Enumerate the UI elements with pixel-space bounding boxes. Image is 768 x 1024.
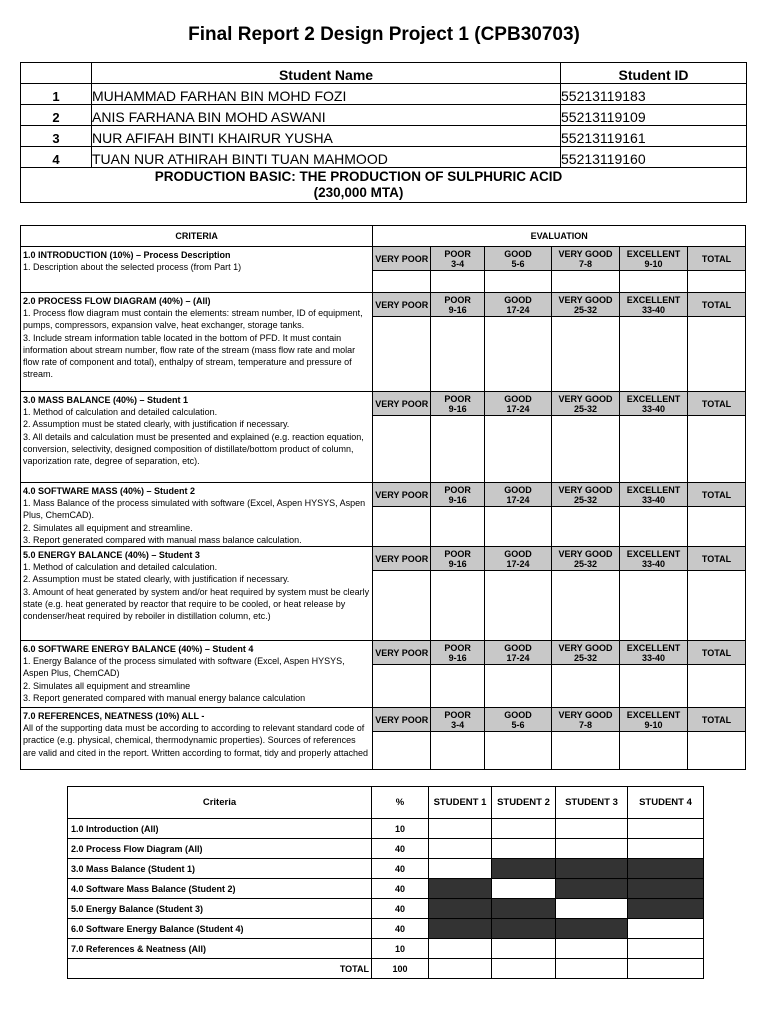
student-score-cell[interactable]: [492, 939, 556, 959]
summary-total-label: TOTAL: [68, 959, 372, 979]
summary-header-cell: STUDENT 2: [492, 787, 556, 819]
grade-label: [484, 247, 551, 271]
criterion-line: 2. Simulates all equipment and streamline.: [23, 522, 193, 533]
student-score-cell[interactable]: [492, 819, 556, 839]
grade-range: 9-16: [448, 403, 467, 414]
grade-name: VERY POOR: [375, 299, 429, 310]
score-cell[interactable]: [484, 317, 551, 392]
criterion-line: 3. Report generated compared with manual mass balance calculation.: [23, 534, 302, 545]
score-cell[interactable]: [620, 665, 688, 708]
summary-criterion: 7.0 References & Neatness (All): [68, 939, 372, 959]
shaded-cell: [429, 879, 492, 899]
score-cell[interactable]: [484, 732, 551, 770]
student-score-cell[interactable]: [556, 899, 628, 919]
criteria-header: CRITERIA: [21, 226, 373, 247]
summary-row: [68, 919, 704, 939]
grade-label: [484, 483, 551, 507]
rubric-grade-row: [21, 641, 746, 665]
criterion-heading: 1.0 INTRODUCTION (10%) – Process Description: [23, 250, 231, 260]
student-number: 1: [21, 84, 92, 105]
score-cell[interactable]: [688, 507, 746, 547]
student-score-cell[interactable]: [492, 879, 556, 899]
criterion-line: 3. All details and calculation must be presented and explained (e.g. reaction equation, conversion, selectivity, designed composition of distillate/bottom product of column, vaporization rate, degree of separation, etc).: [23, 431, 364, 467]
student-score-cell[interactable]: [628, 939, 704, 959]
grade-range: 17-24: [506, 494, 530, 505]
student-number: 3: [21, 126, 92, 147]
project-title-row: [21, 168, 747, 203]
grade-range: 17-24: [506, 304, 530, 315]
grade-range: 3-4: [451, 719, 465, 730]
shaded-cell: [429, 899, 492, 919]
summary-row: [68, 899, 704, 919]
score-cell[interactable]: [431, 665, 485, 708]
grade-label: [620, 483, 688, 507]
grade-name: POOR: [444, 709, 471, 720]
summary-header: [68, 787, 704, 819]
grade-label: [484, 708, 551, 732]
student-score-cell[interactable]: [556, 819, 628, 839]
evaluation-rubric: [20, 225, 746, 770]
summary-header-cell: STUDENT 4: [628, 787, 704, 819]
shaded-cell: [492, 899, 556, 919]
grade-label: [484, 392, 551, 416]
rubric-criterion: [21, 547, 373, 641]
summary-percent: 10: [372, 939, 429, 959]
score-cell[interactable]: [484, 416, 551, 483]
grade-name: VERY POOR: [375, 553, 429, 564]
total-label: TOTAL: [688, 708, 746, 732]
grade-name: POOR: [444, 484, 471, 495]
criterion-heading: 7.0 REFERENCES, NEATNESS (10%) ALL -: [23, 711, 205, 722]
grade-label: [551, 547, 619, 571]
grade-range: 5-6: [511, 719, 525, 730]
score-cell[interactable]: [484, 507, 551, 547]
grade-label: [620, 392, 688, 416]
score-cell[interactable]: [431, 732, 485, 770]
student-row: [21, 147, 747, 168]
score-cell[interactable]: [373, 665, 431, 708]
page-title: Final Report 2 Design Project 1 (CPB30703): [188, 24, 580, 45]
grade-label: [551, 483, 619, 507]
criterion-line: 1. Mass Balance of the process simulated with software (Excel, Aspen HYSYS, Aspen Plus, ChemCAD).: [23, 498, 366, 521]
summary-criterion: 1.0 Introduction (All): [68, 819, 372, 839]
score-cell[interactable]: [620, 507, 688, 547]
summary-row: [68, 939, 704, 959]
grade-label: [551, 247, 619, 271]
grade-range: 25-32: [573, 403, 597, 414]
grade-name: VERY GOOD: [558, 248, 613, 259]
summary-row: [68, 839, 704, 859]
summary-criterion: 5.0 Energy Balance (Student 3): [68, 899, 372, 919]
grade-range: 9-16: [448, 558, 467, 569]
rubric-criterion: [21, 392, 373, 483]
rubric-header: [21, 226, 746, 247]
rubric-grade-row: [21, 392, 746, 416]
score-cell[interactable]: [688, 416, 746, 483]
shaded-cell: [556, 859, 628, 879]
student-score-cell[interactable]: [556, 939, 628, 959]
grade-range: 9-16: [448, 304, 467, 315]
student-id: 55213119109: [561, 105, 747, 126]
grade-range: 9-10: [644, 258, 663, 269]
total-label: TOTAL: [688, 293, 746, 317]
student-row: [21, 126, 747, 147]
rubric-criterion: [21, 247, 373, 293]
summary-criterion: 6.0 Software Energy Balance (Student 4): [68, 919, 372, 939]
shaded-cell: [492, 919, 556, 939]
student-number: 4: [21, 147, 92, 168]
score-cell[interactable]: [373, 317, 431, 392]
grade-label: [431, 547, 485, 571]
summary-total-row: [68, 959, 704, 979]
grade-range: 33-40: [641, 652, 666, 663]
score-cell[interactable]: [551, 271, 619, 293]
score-cell[interactable]: [688, 271, 746, 293]
summary-percent: 40: [372, 859, 429, 879]
score-cell[interactable]: [373, 571, 431, 641]
score-cell[interactable]: [688, 732, 746, 770]
rubric-grade-row: [21, 293, 746, 317]
score-cell[interactable]: [373, 271, 431, 293]
score-cell[interactable]: [431, 317, 485, 392]
summary-criterion: 4.0 Software Mass Balance (Student 2): [68, 879, 372, 899]
score-cell[interactable]: [620, 571, 688, 641]
shaded-cell: [556, 919, 628, 939]
grade-name: EXCELLENT: [626, 248, 681, 259]
student-row: [21, 84, 747, 105]
summary-percent: 40: [372, 839, 429, 859]
summary-header-cell: Criteria: [68, 787, 372, 819]
score-cell[interactable]: [373, 416, 431, 483]
project-title: [155, 169, 563, 201]
grade-name: VERY GOOD: [558, 642, 613, 653]
summary-percent: 40: [372, 879, 429, 899]
grade-name: GOOD: [504, 709, 532, 720]
grade-label: [373, 293, 431, 317]
shaded-cell: [556, 879, 628, 899]
summary-header-cell: %: [372, 787, 429, 819]
total-label: TOTAL: [688, 641, 746, 665]
grade-label: [620, 293, 688, 317]
project-title-line1: PRODUCTION BASIC: THE PRODUCTION OF SULPHURIC ACID: [154, 169, 563, 184]
grade-range: 33-40: [641, 558, 666, 569]
grade-name: GOOD: [504, 548, 532, 559]
grade-name: VERY GOOD: [558, 709, 613, 720]
student-name-header: Student Name: [92, 63, 561, 84]
summary-row: [68, 819, 704, 839]
shaded-cell: [492, 859, 556, 879]
score-cell[interactable]: [620, 416, 688, 483]
grade-range: 7-8: [578, 719, 592, 730]
score-cell[interactable]: [620, 732, 688, 770]
grade-range: 25-32: [573, 652, 597, 663]
score-cell[interactable]: [484, 571, 551, 641]
grade-range: 25-32: [573, 494, 597, 505]
rubric-criterion: [21, 483, 373, 547]
grade-name: POOR: [444, 294, 471, 305]
grade-label: [431, 293, 485, 317]
summary-percent: 40: [372, 899, 429, 919]
rubric-criterion: [21, 708, 373, 770]
student-id: 55213119160: [561, 147, 747, 168]
student-name: ANIS FARHANA BIN MOHD ASWANI: [92, 105, 561, 126]
grade-name: EXCELLENT: [626, 642, 681, 653]
grade-range: 3-4: [451, 258, 465, 269]
student-row: [21, 105, 747, 126]
grade-range: 25-32: [573, 304, 597, 315]
student-score-cell[interactable]: [628, 919, 704, 939]
grade-label: [431, 392, 485, 416]
grade-name: VERY POOR: [375, 714, 429, 725]
student-score-cell[interactable]: [628, 819, 704, 839]
student-score-cell[interactable]: [628, 839, 704, 859]
score-cell[interactable]: [551, 571, 619, 641]
summary-row: [68, 879, 704, 899]
grade-name: GOOD: [504, 642, 532, 653]
grade-range: 33-40: [641, 494, 666, 505]
grade-range: 17-24: [506, 558, 530, 569]
grade-label: [373, 392, 431, 416]
grade-range: 33-40: [641, 403, 666, 414]
criterion-line: 1. Method of calculation and detailed calculation.: [23, 407, 218, 418]
summary-total-percent: 100: [372, 959, 429, 979]
student-total-cell[interactable]: [429, 959, 492, 979]
grade-name: POOR: [444, 548, 471, 559]
rubric-criterion: [21, 641, 373, 708]
student-id: 55213119161: [561, 126, 747, 147]
grade-label: [431, 483, 485, 507]
score-cell[interactable]: [551, 317, 619, 392]
grade-name: EXCELLENT: [626, 709, 681, 720]
score-cell[interactable]: [431, 507, 485, 547]
student-total-cell[interactable]: [628, 959, 704, 979]
grade-name: GOOD: [504, 294, 532, 305]
criterion-line: All of the supporting data must be according to according to relevant standard code of practice (e.g. physical, chemical, thermodynamic properties). Sources of references are valid and cited in the report. Written according to format, tidy and properly attached: [23, 723, 369, 758]
summary-criterion: 3.0 Mass Balance (Student 1): [68, 859, 372, 879]
student-total-cell[interactable]: [556, 959, 628, 979]
score-cell[interactable]: [551, 507, 619, 547]
score-cell[interactable]: [551, 732, 619, 770]
grade-label: [620, 247, 688, 271]
score-cell[interactable]: [688, 317, 746, 392]
student-name: MUHAMMAD FARHAN BIN MOHD FOZI: [92, 84, 561, 105]
rubric-grade-row: [21, 708, 746, 732]
grade-range: 5-6: [511, 258, 525, 269]
shaded-cell: [628, 879, 704, 899]
total-label: TOTAL: [688, 547, 746, 571]
summary-header-cell: STUDENT 1: [429, 787, 492, 819]
grade-label: [620, 547, 688, 571]
grade-name: EXCELLENT: [626, 548, 681, 559]
student-id-header: Student ID: [561, 63, 747, 84]
grade-range: 9-16: [448, 494, 467, 505]
grade-name: VERY GOOD: [558, 294, 613, 305]
summary-percent: 40: [372, 919, 429, 939]
criterion-line: 2. Assumption must be stated clearly, with justification if necessary.: [23, 574, 290, 585]
summary-header-cell: STUDENT 3: [556, 787, 628, 819]
score-cell[interactable]: [551, 416, 619, 483]
score-cell[interactable]: [431, 571, 485, 641]
rubric-grade-row: [21, 247, 746, 271]
grade-label: [484, 547, 551, 571]
grade-label: [373, 247, 431, 271]
student-score-cell[interactable]: [429, 859, 492, 879]
grade-label: [484, 293, 551, 317]
score-cell[interactable]: [688, 665, 746, 708]
grade-name: VERY POOR: [375, 253, 429, 264]
grade-range: 9-16: [448, 652, 467, 663]
grade-label: [551, 392, 619, 416]
grade-range: 17-24: [506, 403, 530, 414]
score-cell[interactable]: [484, 665, 551, 708]
grade-range: 9-10: [644, 719, 663, 730]
grade-label: [431, 641, 485, 665]
summary-row: [68, 859, 704, 879]
grade-name: VERY GOOD: [558, 548, 613, 559]
student-id: 55213119183: [561, 84, 747, 105]
student-total-cell[interactable]: [492, 959, 556, 979]
criterion-line: 1. Energy Balance of the process simulated with software (Excel, Aspen HYSYS, Aspen Plus, ChemCAD): [23, 656, 345, 679]
grade-name: POOR: [444, 248, 471, 259]
rubric-criterion: [21, 293, 373, 392]
grade-name: GOOD: [504, 393, 532, 404]
grade-label: [431, 247, 485, 271]
rubric-grade-row: [21, 547, 746, 571]
grade-name: GOOD: [504, 248, 532, 259]
grade-name: EXCELLENT: [626, 294, 681, 305]
grade-name: VERY POOR: [375, 398, 429, 409]
student-score-cell[interactable]: [556, 839, 628, 859]
criterion-heading: 5.0 ENERGY BALANCE (40%) – Student 3: [23, 550, 200, 561]
student-score-cell[interactable]: [492, 839, 556, 859]
score-cell[interactable]: [551, 665, 619, 708]
grade-label: [551, 641, 619, 665]
criterion-line: 2. Assumption must be stated clearly, with justification if necessary.: [23, 419, 290, 430]
grade-name: EXCELLENT: [626, 393, 681, 404]
grade-range: 25-32: [573, 558, 597, 569]
criterion-line: 1. Process flow diagram must contain the elements: stream number, ID of equipment, pumps, compressors, expansion valve, heat exchanger, storage tanks.: [23, 308, 363, 331]
grade-label: [551, 708, 619, 732]
score-cell[interactable]: [431, 271, 485, 293]
summary-percent: 10: [372, 819, 429, 839]
rubric-grade-row: [21, 483, 746, 507]
shaded-cell: [628, 899, 704, 919]
grade-name: VERY GOOD: [558, 484, 613, 495]
student-table: [20, 62, 747, 203]
shaded-cell: [429, 919, 492, 939]
score-cell[interactable]: [620, 271, 688, 293]
shaded-cell: [628, 859, 704, 879]
student-score-cell[interactable]: [429, 839, 492, 859]
grade-name: POOR: [444, 393, 471, 404]
grade-range: 33-40: [641, 304, 666, 315]
grade-name: POOR: [444, 642, 471, 653]
grade-label: [551, 293, 619, 317]
grade-label: [373, 708, 431, 732]
criterion-line: 3. Report generated compared with manual energy balance calculation: [23, 692, 306, 703]
grade-name: EXCELLENT: [626, 484, 681, 495]
criterion-heading: 3.0 MASS BALANCE (40%) – Student 1: [23, 395, 189, 405]
criterion-line: 3. Amount of heat generated by system and/or heat required by system must be clearly state (e.g. heat generated by reactor that require to be cooled, or heat release by condenser/heat required by reboiler in distillation column, etc.): [23, 586, 370, 622]
student-score-cell[interactable]: [429, 819, 492, 839]
grade-label: [373, 547, 431, 571]
student-number: 2: [21, 105, 92, 126]
grade-range: 7-8: [578, 258, 592, 269]
criterion-heading: 4.0 SOFTWARE MASS (40%) – Student 2: [23, 486, 196, 496]
grade-name: VERY POOR: [375, 647, 429, 658]
total-label: TOTAL: [688, 392, 746, 416]
grade-label: [373, 641, 431, 665]
summary-table: [67, 786, 704, 979]
criterion-line: 2. Simulates all equipment and streamline: [23, 680, 191, 691]
evaluation-header: EVALUATION: [373, 226, 746, 247]
student-name: NUR AFIFAH BINTI KHAIRUR YUSHA: [92, 126, 561, 147]
student-table-header: [21, 63, 747, 84]
grade-label: [484, 641, 551, 665]
grade-name: VERY GOOD: [558, 393, 613, 404]
score-cell[interactable]: [431, 416, 485, 483]
grade-label: [620, 641, 688, 665]
total-label: TOTAL: [688, 483, 746, 507]
grade-label: [620, 708, 688, 732]
criterion-heading: 2.0 PROCESS FLOW DIAGRAM (40%) – (All): [23, 296, 211, 306]
score-cell[interactable]: [373, 507, 431, 547]
score-cell[interactable]: [373, 732, 431, 770]
score-cell[interactable]: [620, 317, 688, 392]
score-cell[interactable]: [484, 271, 551, 293]
grade-label: [373, 483, 431, 507]
project-title-line2: (230,000 MTA): [313, 185, 404, 200]
grade-label: [431, 708, 485, 732]
summary-criterion: 2.0 Process Flow Diagram (All): [68, 839, 372, 859]
student-score-cell[interactable]: [429, 939, 492, 959]
criterion-line: 3. Include stream information table located in the bottom of PFD. It must contain information about stream number, flow rate of the stream (mass flow rate and molar flow rate of component and total), enthalpy of stream, temperature and pressure of stream.: [23, 332, 356, 380]
grade-name: VERY POOR: [375, 489, 429, 500]
criterion-line: 1. Method of calculation and detailed calculation.: [23, 562, 218, 573]
student-name: TUAN NUR ATHIRAH BINTI TUAN MAHMOOD: [92, 147, 561, 168]
total-label: TOTAL: [688, 247, 746, 271]
criterion-heading: 6.0 SOFTWARE ENERGY BALANCE (40%) – Student 4: [23, 644, 254, 655]
criterion-line: 1. Description about the selected process (from Part 1): [23, 262, 242, 273]
grade-name: GOOD: [504, 484, 532, 495]
score-cell[interactable]: [688, 571, 746, 641]
grade-range: 17-24: [506, 652, 530, 663]
